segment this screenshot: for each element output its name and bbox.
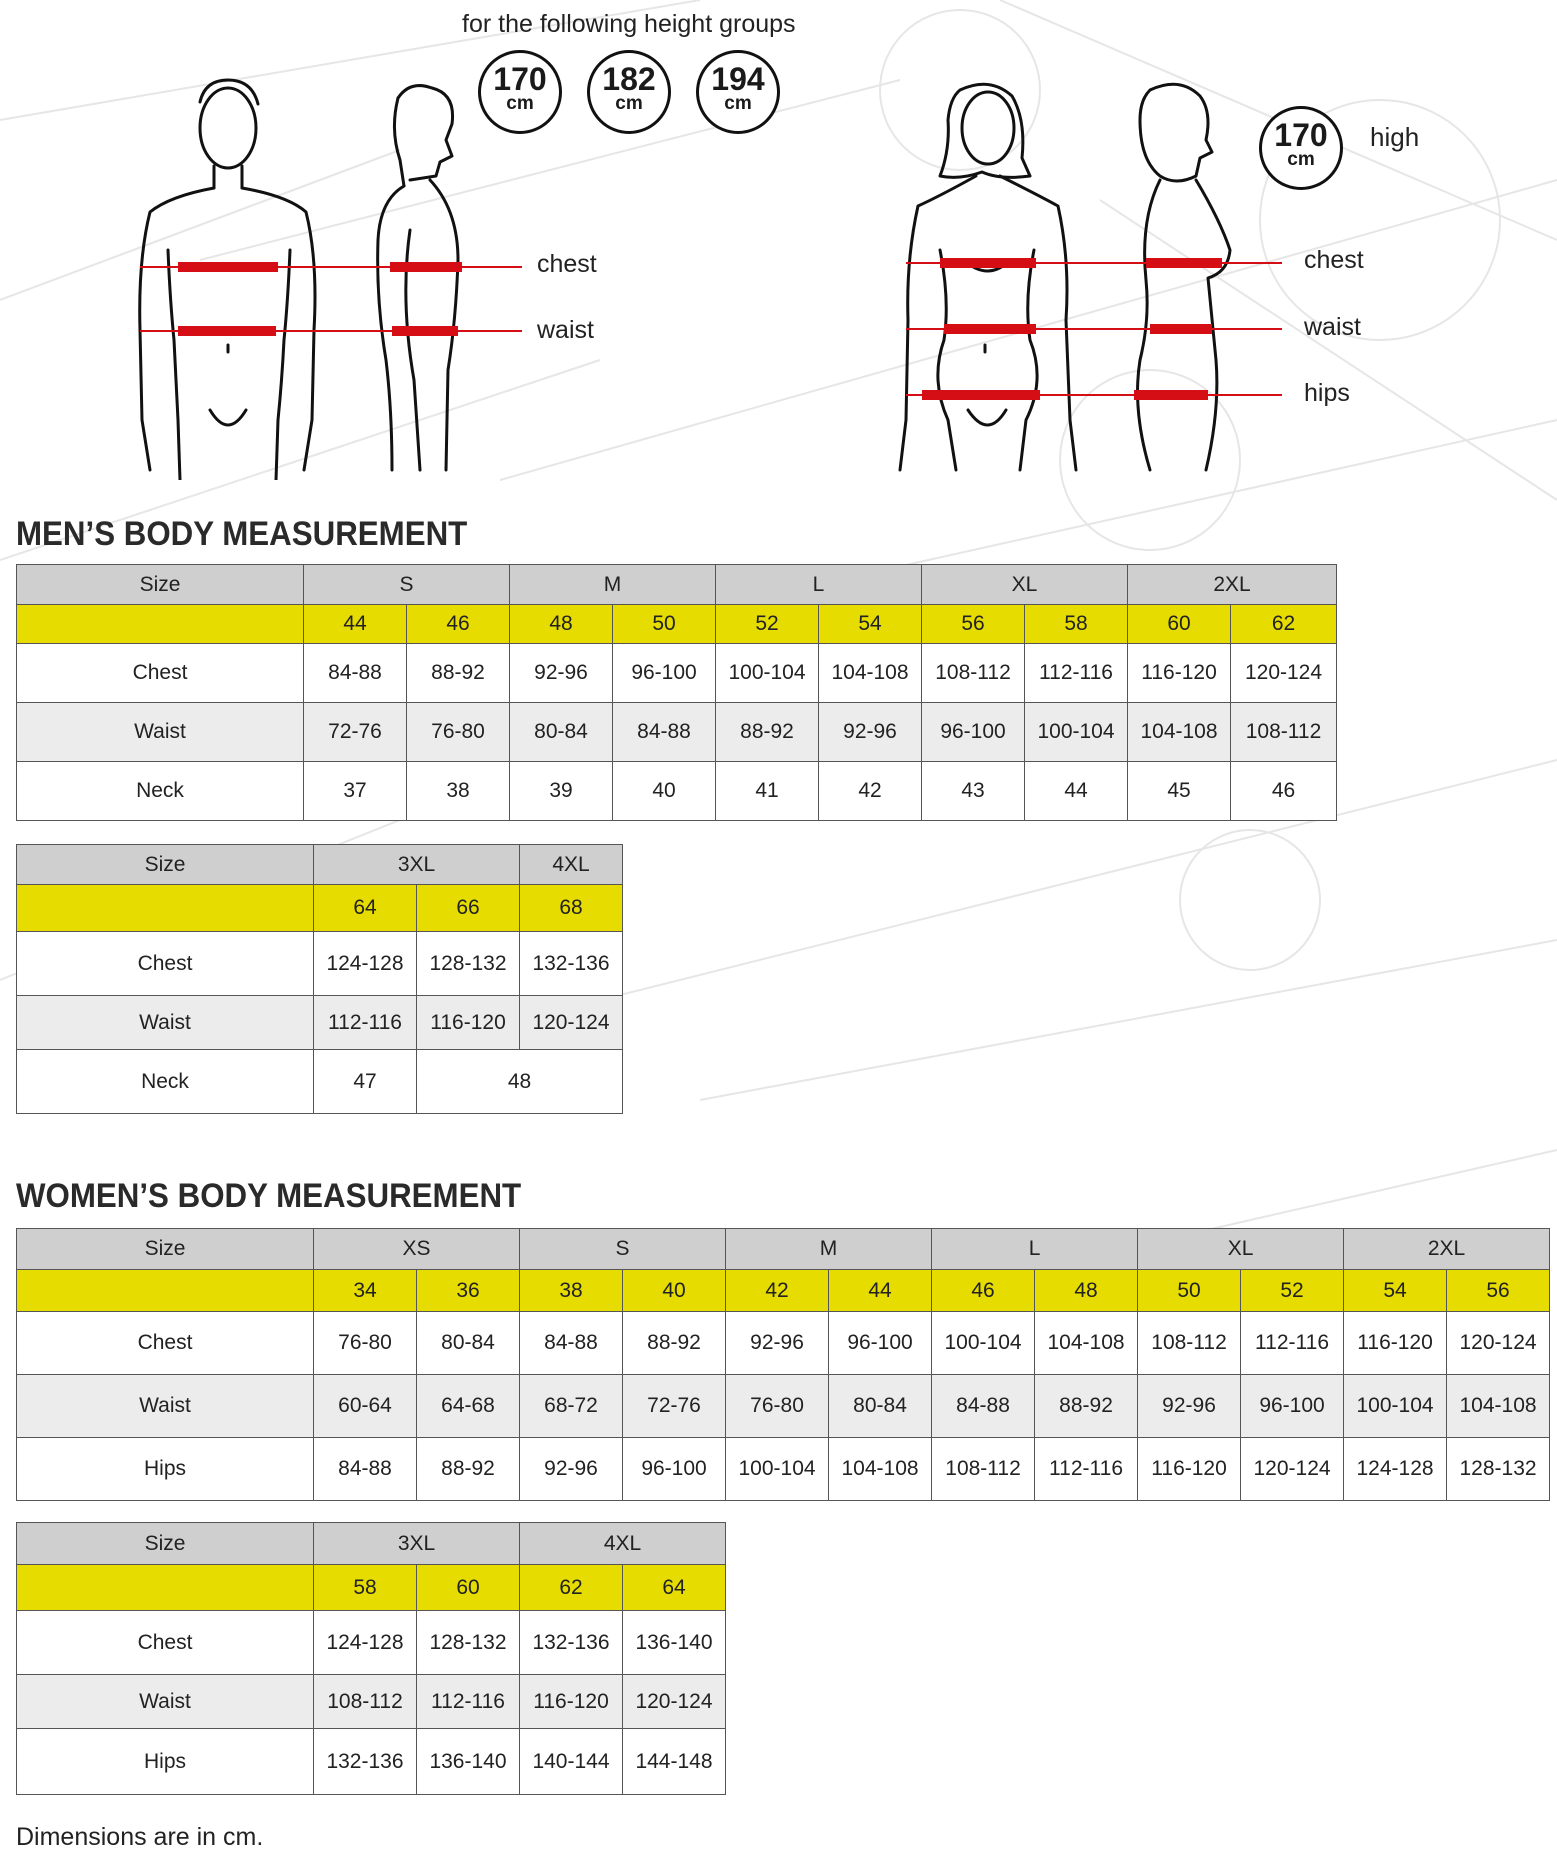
size-label: Size bbox=[17, 845, 314, 885]
table-cell: 104-108 bbox=[1447, 1375, 1550, 1438]
table-cell: 41 bbox=[716, 762, 819, 821]
size-number: 56 bbox=[922, 605, 1025, 644]
table-cell: 88-92 bbox=[716, 703, 819, 762]
women-height-suffix: high bbox=[1370, 122, 1420, 152]
size-label: Size bbox=[17, 1229, 314, 1270]
height-badge-170: 170 cm bbox=[478, 50, 562, 134]
size-number: 34 bbox=[314, 1270, 417, 1312]
row-label: Chest bbox=[17, 1611, 314, 1675]
table-cell: 44 bbox=[1025, 762, 1128, 821]
table-cell: 40 bbox=[613, 762, 716, 821]
women-hips-label: hips bbox=[1304, 379, 1350, 407]
size-number-row bbox=[17, 605, 1337, 644]
table-cell: 92-96 bbox=[819, 703, 922, 762]
table-row bbox=[17, 932, 623, 996]
blank-cell bbox=[17, 885, 314, 932]
size-number: 68 bbox=[520, 885, 623, 932]
size-number: 38 bbox=[520, 1270, 623, 1312]
table-cell: 68-72 bbox=[520, 1375, 623, 1438]
size-group: S bbox=[304, 565, 510, 605]
table-cell: 128-132 bbox=[417, 932, 520, 996]
row-label: Chest bbox=[17, 1312, 314, 1375]
women-chest-label: chest bbox=[1304, 246, 1364, 274]
row-label: Neck bbox=[17, 762, 304, 821]
table-cell: 80-84 bbox=[417, 1312, 520, 1375]
table-row bbox=[17, 762, 1337, 821]
height-badge-194: 194 cm bbox=[696, 50, 780, 134]
table-cell: 112-116 bbox=[314, 996, 417, 1050]
table-cell: 136-140 bbox=[417, 1729, 520, 1795]
size-number: 52 bbox=[716, 605, 819, 644]
size-group: S bbox=[520, 1229, 726, 1270]
table-cell: 46 bbox=[1231, 762, 1337, 821]
size-number: 36 bbox=[417, 1270, 520, 1312]
size-number-row bbox=[17, 1270, 1550, 1312]
table-cell: 96-100 bbox=[613, 644, 716, 703]
size-group: L bbox=[716, 565, 922, 605]
table-row bbox=[17, 1438, 1550, 1501]
blank-cell bbox=[17, 1565, 314, 1611]
table-cell: 38 bbox=[407, 762, 510, 821]
size-number: 66 bbox=[417, 885, 520, 932]
table-cell: 100-104 bbox=[1344, 1375, 1447, 1438]
row-label: Chest bbox=[17, 644, 304, 703]
table-cell: 108-112 bbox=[314, 1675, 417, 1729]
man-front-figure bbox=[140, 80, 315, 480]
table-cell: 104-108 bbox=[1035, 1312, 1138, 1375]
table-cell: 120-124 bbox=[1241, 1438, 1344, 1501]
table-cell: 144-148 bbox=[623, 1729, 726, 1795]
dimensions-footnote: Dimensions are in cm. bbox=[16, 1823, 264, 1851]
size-group: M bbox=[510, 565, 716, 605]
row-label: Waist bbox=[17, 703, 304, 762]
size-number: 48 bbox=[510, 605, 613, 644]
size-number: 52 bbox=[1241, 1270, 1344, 1312]
table-row bbox=[17, 996, 623, 1050]
size-group: XL bbox=[1138, 1229, 1344, 1270]
table-cell: 124-128 bbox=[314, 932, 417, 996]
table-cell: 132-136 bbox=[520, 932, 623, 996]
table-cell: 84-88 bbox=[304, 644, 407, 703]
table-cell: 136-140 bbox=[623, 1611, 726, 1675]
size-number: 48 bbox=[1035, 1270, 1138, 1312]
table-cell: 104-108 bbox=[829, 1438, 932, 1501]
table-cell: 42 bbox=[819, 762, 922, 821]
table-row bbox=[17, 1312, 1550, 1375]
table-cell: 108-112 bbox=[1231, 703, 1337, 762]
men-chest-label: chest bbox=[537, 250, 597, 278]
table-row bbox=[17, 1611, 726, 1675]
table-cell: 43 bbox=[922, 762, 1025, 821]
height-badge-182: 182 cm bbox=[587, 50, 671, 134]
table-cell: 108-112 bbox=[922, 644, 1025, 703]
women-size-table-extended bbox=[16, 1522, 726, 1795]
row-label: Chest bbox=[17, 932, 314, 996]
row-label: Hips bbox=[17, 1438, 314, 1501]
size-number: 44 bbox=[829, 1270, 932, 1312]
table-cell: 47 bbox=[314, 1050, 417, 1114]
size-group: 3XL bbox=[314, 845, 520, 885]
size-number: 62 bbox=[520, 1565, 623, 1611]
table-cell: 96-100 bbox=[623, 1438, 726, 1501]
table-row bbox=[17, 1375, 1550, 1438]
size-number: 40 bbox=[623, 1270, 726, 1312]
size-number: 56 bbox=[1447, 1270, 1550, 1312]
size-group-row bbox=[17, 1523, 726, 1565]
size-label: Size bbox=[17, 565, 304, 605]
table-cell: 116-120 bbox=[1128, 644, 1231, 703]
table-cell: 72-76 bbox=[304, 703, 407, 762]
men-size-table-extended bbox=[16, 844, 623, 1114]
table-cell: 104-108 bbox=[1128, 703, 1231, 762]
table-cell: 120-124 bbox=[1447, 1312, 1550, 1375]
table-cell: 72-76 bbox=[623, 1375, 726, 1438]
table-cell: 120-124 bbox=[1231, 644, 1337, 703]
size-number: 64 bbox=[623, 1565, 726, 1611]
table-cell: 116-120 bbox=[1344, 1312, 1447, 1375]
size-number: 64 bbox=[314, 885, 417, 932]
size-number: 58 bbox=[1025, 605, 1128, 644]
size-number: 42 bbox=[726, 1270, 829, 1312]
women-height-badge: 170 cm bbox=[1259, 106, 1343, 190]
table-row bbox=[17, 703, 1337, 762]
table-cell: 84-88 bbox=[314, 1438, 417, 1501]
table-cell: 96-100 bbox=[922, 703, 1025, 762]
row-label: Hips bbox=[17, 1729, 314, 1795]
size-number: 62 bbox=[1231, 605, 1337, 644]
table-cell: 96-100 bbox=[829, 1312, 932, 1375]
table-cell: 112-116 bbox=[1025, 644, 1128, 703]
table-cell: 45 bbox=[1128, 762, 1231, 821]
size-group: 2XL bbox=[1128, 565, 1337, 605]
size-number: 60 bbox=[417, 1565, 520, 1611]
table-cell: 92-96 bbox=[510, 644, 613, 703]
size-group: 4XL bbox=[520, 845, 623, 885]
table-row bbox=[17, 644, 1337, 703]
table-cell: 112-116 bbox=[1241, 1312, 1344, 1375]
women-waist-label: waist bbox=[1304, 313, 1361, 341]
women-section-title: WOMEN’S BODY MEASUREMENT bbox=[16, 1177, 522, 1215]
size-number: 46 bbox=[932, 1270, 1035, 1312]
size-number: 44 bbox=[304, 605, 407, 644]
height-groups-label: for the following height groups bbox=[462, 10, 796, 38]
table-cell: 92-96 bbox=[520, 1438, 623, 1501]
size-number: 46 bbox=[407, 605, 510, 644]
size-group: 4XL bbox=[520, 1523, 726, 1565]
table-cell: 128-132 bbox=[417, 1611, 520, 1675]
table-cell: 84-88 bbox=[613, 703, 716, 762]
row-label: Neck bbox=[17, 1050, 314, 1114]
table-cell: 84-88 bbox=[520, 1312, 623, 1375]
size-group-row bbox=[17, 845, 623, 885]
table-cell: 112-116 bbox=[1035, 1438, 1138, 1501]
size-number: 58 bbox=[314, 1565, 417, 1611]
table-cell: 84-88 bbox=[932, 1375, 1035, 1438]
table-cell: 132-136 bbox=[520, 1611, 623, 1675]
table-cell: 48 bbox=[417, 1050, 623, 1114]
table-cell: 64-68 bbox=[417, 1375, 520, 1438]
size-group: L bbox=[932, 1229, 1138, 1270]
table-cell: 104-108 bbox=[819, 644, 922, 703]
table-cell: 108-112 bbox=[1138, 1312, 1241, 1375]
blank-cell bbox=[17, 605, 304, 644]
table-cell: 80-84 bbox=[510, 703, 613, 762]
size-group-row bbox=[17, 1229, 1550, 1270]
table-cell: 124-128 bbox=[1344, 1438, 1447, 1501]
size-number: 54 bbox=[1344, 1270, 1447, 1312]
table-cell: 100-104 bbox=[726, 1438, 829, 1501]
size-group: 2XL bbox=[1344, 1229, 1550, 1270]
table-cell: 112-116 bbox=[417, 1675, 520, 1729]
men-size-table bbox=[16, 564, 1337, 821]
size-group-row bbox=[17, 565, 1337, 605]
table-cell: 96-100 bbox=[1241, 1375, 1344, 1438]
table-cell: 88-92 bbox=[623, 1312, 726, 1375]
table-cell: 116-120 bbox=[1138, 1438, 1241, 1501]
size-number-row bbox=[17, 885, 623, 932]
table-cell: 92-96 bbox=[1138, 1375, 1241, 1438]
table-row bbox=[17, 1729, 726, 1795]
women-size-table bbox=[16, 1228, 1550, 1501]
men-waist-label: waist bbox=[537, 316, 594, 344]
table-cell: 116-120 bbox=[417, 996, 520, 1050]
table-cell: 116-120 bbox=[520, 1675, 623, 1729]
table-cell: 100-104 bbox=[716, 644, 819, 703]
table-row bbox=[17, 1050, 623, 1114]
table-cell: 120-124 bbox=[623, 1675, 726, 1729]
size-number: 60 bbox=[1128, 605, 1231, 644]
size-number: 50 bbox=[613, 605, 716, 644]
size-group: XS bbox=[314, 1229, 520, 1270]
table-cell: 120-124 bbox=[520, 996, 623, 1050]
table-cell: 88-92 bbox=[1035, 1375, 1138, 1438]
table-cell: 124-128 bbox=[314, 1611, 417, 1675]
row-label: Waist bbox=[17, 996, 314, 1050]
row-label: Waist bbox=[17, 1375, 314, 1438]
man-side-figure bbox=[378, 86, 458, 470]
table-cell: 37 bbox=[304, 762, 407, 821]
table-cell: 60-64 bbox=[314, 1375, 417, 1438]
size-group: M bbox=[726, 1229, 932, 1270]
table-cell: 76-80 bbox=[314, 1312, 417, 1375]
table-row bbox=[17, 1675, 726, 1729]
table-cell: 39 bbox=[510, 762, 613, 821]
table-cell: 76-80 bbox=[726, 1375, 829, 1438]
table-cell: 88-92 bbox=[407, 644, 510, 703]
table-cell: 100-104 bbox=[1025, 703, 1128, 762]
table-cell: 80-84 bbox=[829, 1375, 932, 1438]
table-cell: 88-92 bbox=[417, 1438, 520, 1501]
blank-cell bbox=[17, 1270, 314, 1312]
table-cell: 128-132 bbox=[1447, 1438, 1550, 1501]
size-number: 50 bbox=[1138, 1270, 1241, 1312]
table-cell: 92-96 bbox=[726, 1312, 829, 1375]
size-group: XL bbox=[922, 565, 1128, 605]
table-cell: 100-104 bbox=[932, 1312, 1035, 1375]
row-label: Waist bbox=[17, 1675, 314, 1729]
table-cell: 132-136 bbox=[314, 1729, 417, 1795]
size-group: 3XL bbox=[314, 1523, 520, 1565]
men-section-title: MEN’S BODY MEASUREMENT bbox=[16, 515, 468, 553]
table-cell: 140-144 bbox=[520, 1729, 623, 1795]
size-number: 54 bbox=[819, 605, 922, 644]
table-cell: 108-112 bbox=[932, 1438, 1035, 1501]
table-cell: 76-80 bbox=[407, 703, 510, 762]
size-label: Size bbox=[17, 1523, 314, 1565]
size-number-row bbox=[17, 1565, 726, 1611]
